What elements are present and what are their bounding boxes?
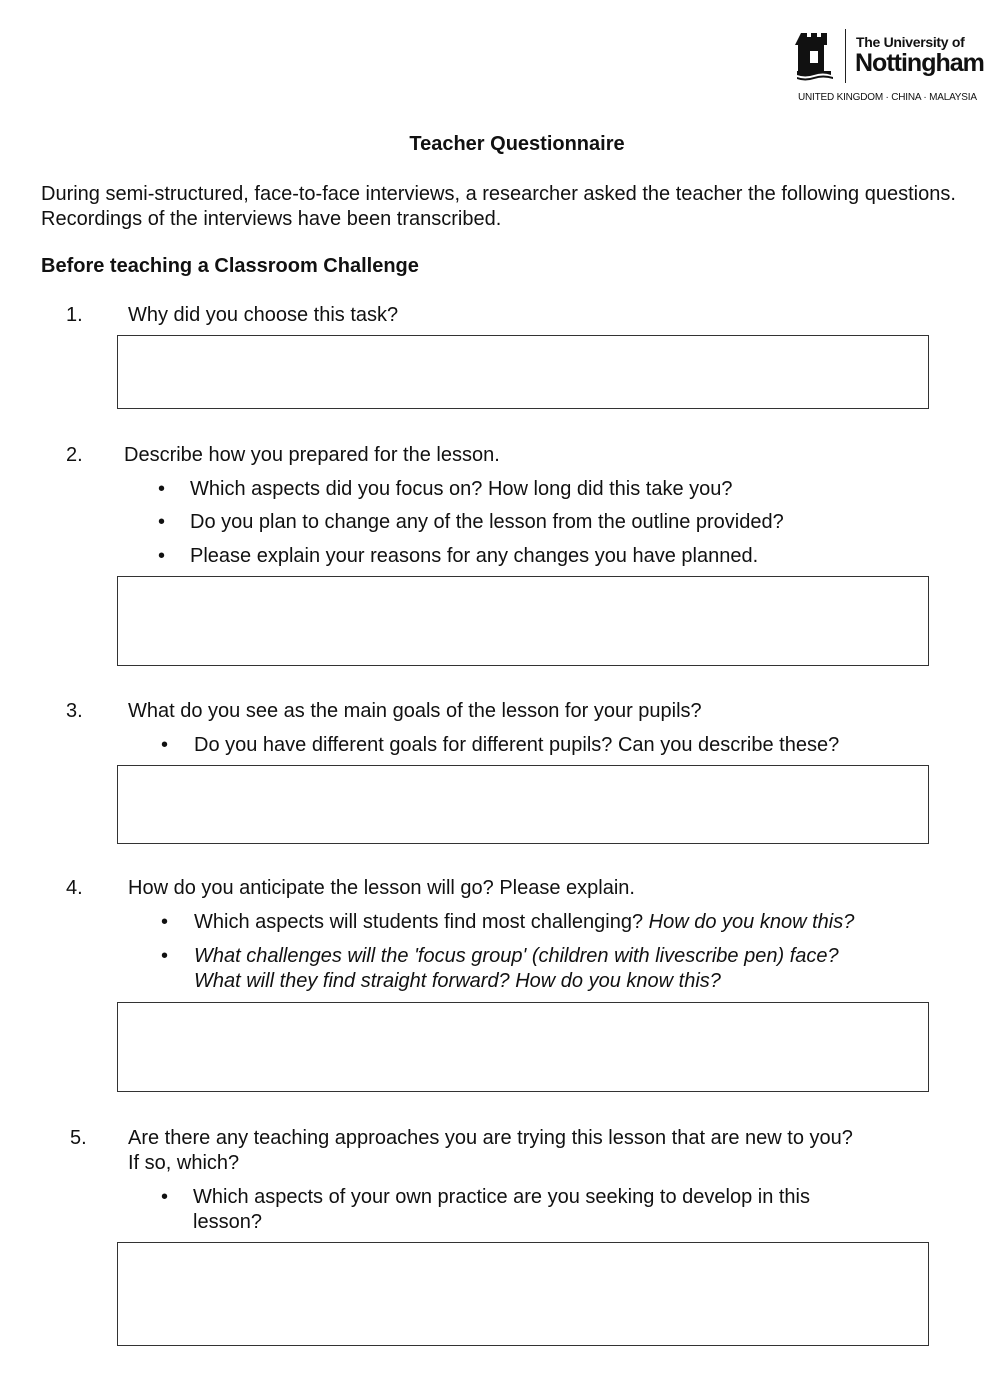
- bullet-icon: •: [161, 911, 169, 933]
- castle-tower-icon: [795, 29, 835, 83]
- bullet-icon: •: [158, 478, 166, 500]
- question-3-text: What do you see as the main goals of the lesson for your pupils?: [128, 700, 702, 722]
- question-4-bullet-2-line-2: [194, 969, 721, 994]
- question-1-number: 1.: [66, 304, 83, 326]
- answer-box-1[interactable]: [117, 335, 929, 409]
- question-3-number: 3.: [66, 700, 83, 722]
- answer-box-4[interactable]: [117, 1002, 929, 1092]
- intro-paragraph: During semi-structured, face-to-face interviews, a researcher asked the teacher the following questions. Recordings of the interviews have been transcribed.: [41, 183, 956, 230]
- question-4-bullet-2-italic-2: What will they find straight forward? How do you know this?: [194, 970, 721, 992]
- question-1-text: Why did you choose this task?: [128, 304, 399, 326]
- question-5-text-line-2: If so, which?: [128, 1152, 240, 1174]
- answer-box-5[interactable]: [117, 1242, 929, 1346]
- logo-university-line: The University of: [856, 34, 965, 50]
- bullet-icon: •: [161, 734, 169, 756]
- question-2-bullet-1: Which aspects did you focus on? How long did this take you?: [190, 478, 733, 500]
- bullet-icon: •: [158, 545, 166, 567]
- question-2-text: Describe how you prepared for the lesson.: [124, 444, 500, 466]
- section-heading: Before teaching a Classroom Challenge: [41, 255, 419, 277]
- university-logo: [795, 27, 985, 109]
- question-4-bullet-2-line-1: [194, 944, 839, 969]
- question-4-bullet-1: [194, 910, 854, 935]
- question-4-bullet-2-italic-1: What challenges will the 'focus group' (children with livescribe pen) face?: [194, 945, 839, 967]
- bullet-icon: •: [161, 1186, 169, 1208]
- question-4-bullet-1-plain: Which aspects will students find most challenging?: [194, 911, 649, 933]
- bullet-icon: •: [161, 945, 169, 967]
- question-2-number: 2.: [66, 444, 83, 466]
- question-4-bullet-1-italic: How do you know this?: [648, 911, 855, 933]
- logo-campuses: UNITED KINGDOM · CHINA · MALAYSIA: [798, 92, 977, 103]
- question-3-bullet-1: Do you have different goals for different pupils? Can you describe these?: [194, 734, 840, 756]
- question-4-text: How do you anticipate the lesson will go? Please explain.: [128, 877, 635, 899]
- question-4-number: 4.: [66, 877, 83, 899]
- question-5-bullet-1-line-2: lesson?: [193, 1211, 262, 1233]
- question-2-bullet-3: Please explain your reasons for any changes you have planned.: [190, 545, 759, 567]
- answer-box-3[interactable]: [117, 765, 929, 844]
- question-5-text-line-1: Are there any teaching approaches you are trying this lesson that are new to you?: [128, 1127, 853, 1149]
- answer-box-2[interactable]: [117, 576, 929, 666]
- question-2-bullet-2: Do you plan to change any of the lesson from the outline provided?: [190, 511, 784, 533]
- page-title: Teacher Questionnaire: [409, 133, 625, 155]
- bullet-icon: •: [158, 511, 166, 533]
- logo-divider: [845, 29, 846, 83]
- question-5-bullet-1-line-1: Which aspects of your own practice are you seeking to develop in this: [193, 1186, 810, 1208]
- question-5-number: 5.: [70, 1127, 87, 1149]
- logo-name: Nottingham: [855, 49, 984, 77]
